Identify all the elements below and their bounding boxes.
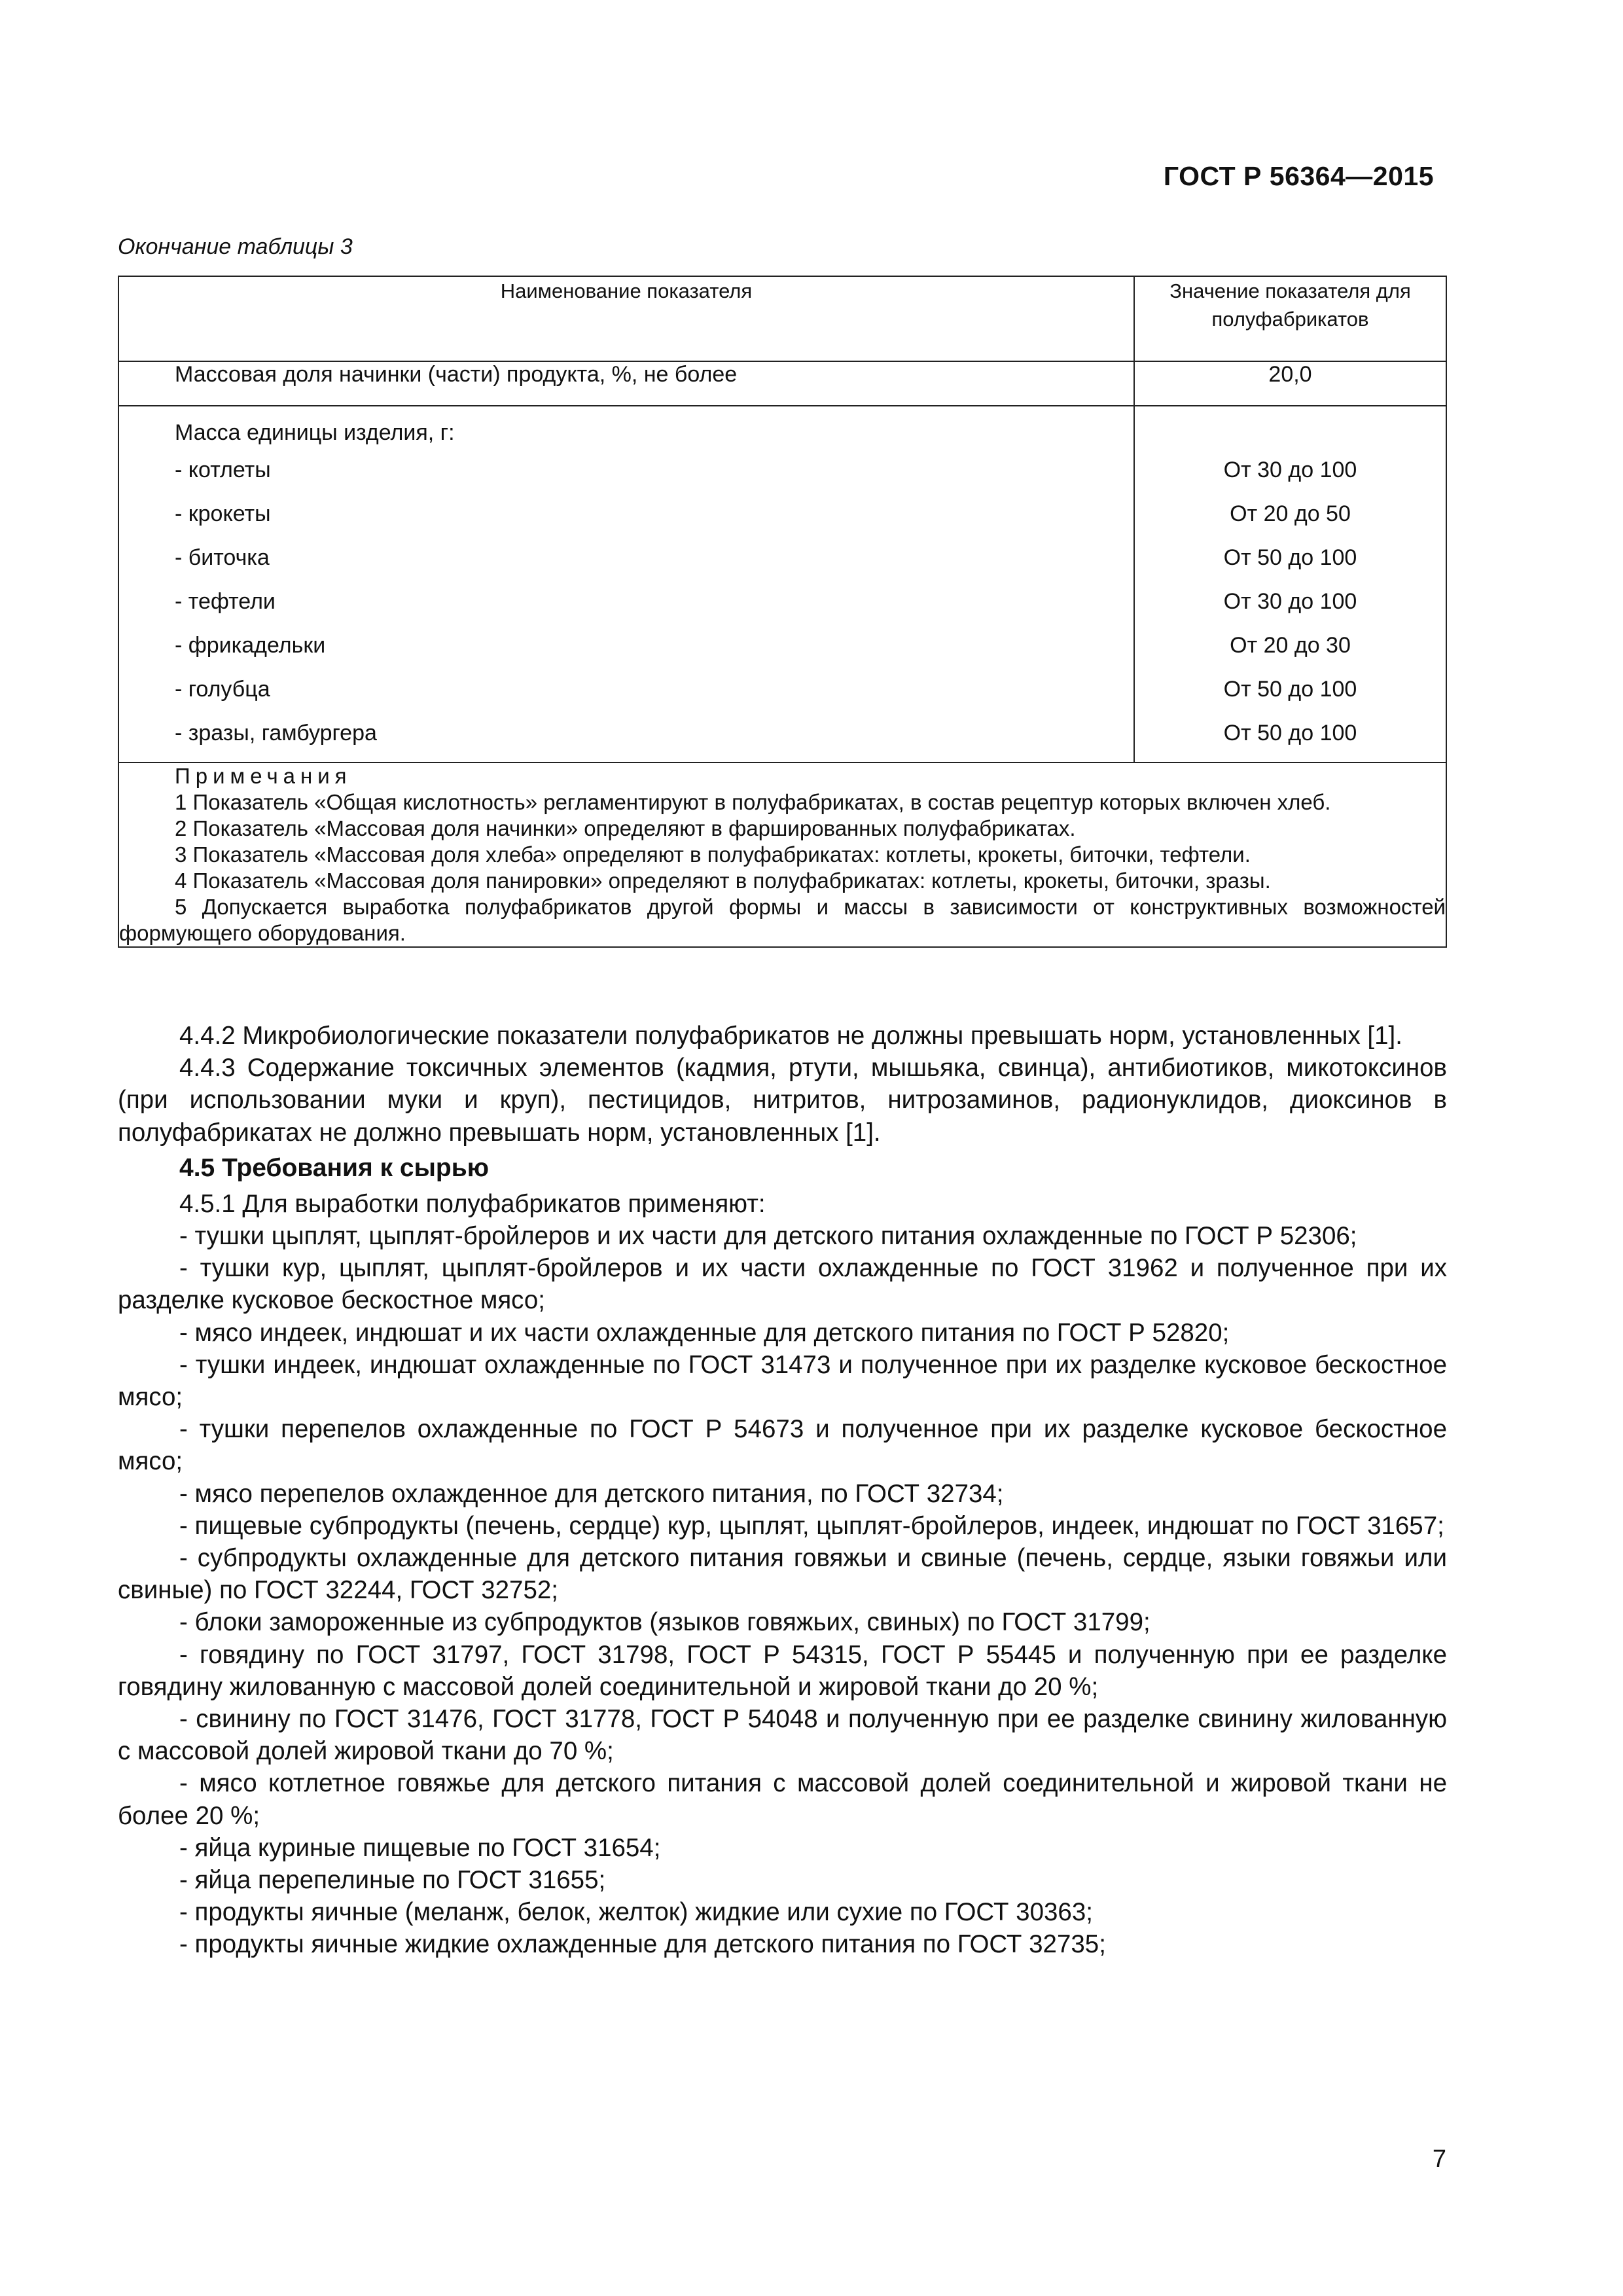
list-item: - продукты яичные (меланж, белок, желток) жидкие или сухие по ГОСТ 30363; xyxy=(179,1898,1093,1927)
mass-item-value: От 30 до 100 xyxy=(1223,589,1357,614)
section-heading-4-5: 4.5 Требования к сырью xyxy=(179,1153,490,1182)
notes-cell xyxy=(118,762,1446,947)
list-item: - говядину по ГОСТ 31797, ГОСТ 31798, ГОСТ Р 54315, ГОСТ Р 55445 и полученную при ее разделке говядину жилованную с массовой долей соединительной и жировой ткани до 20 %; xyxy=(118,1640,1447,1701)
list-item: - тушки перепелов охлажденные по ГОСТ Р 54673 и полученное при их разделке кусковое бескостное мясо; xyxy=(118,1415,1447,1476)
paragraph-4-4-2: 4.4.2 Микробиологические показатели полуфабрикатов не должны превышать норм, установленных [1]. xyxy=(179,1022,1402,1050)
mass-item-value: От 30 до 100 xyxy=(1223,457,1357,482)
list-item: - субпродукты охлажденные для детского питания говяжьи и свиные (печень, сердце, языки говяжьи или свиные) по ГОСТ 32244, ГОСТ 32752; xyxy=(118,1544,1447,1605)
list-item: - тушки индеек, индюшат охлажденные по ГОСТ 31473 и полученное при их разделке кусковое бескостное мясо; xyxy=(118,1350,1447,1412)
document-code: ГОСТ Р 56364—2015 xyxy=(1163,161,1434,191)
note-item: 1 Показатель «Общая кислотность» регламентируют в полуфабрикатах, в состав рецептур которых включен хлеб. xyxy=(175,790,1331,814)
list-item: - блоки замороженные из субпродуктов (языков говяжьих, свиных) по ГОСТ 31799; xyxy=(179,1608,1150,1637)
mass-item-value: От 50 до 100 xyxy=(1223,545,1357,570)
list-item: - яйца перепелиные по ГОСТ 31655; xyxy=(179,1866,606,1895)
mass-item-value: От 20 до 50 xyxy=(1230,501,1351,526)
list-item: - свинину по ГОСТ 31476, ГОСТ 31778, ГОСТ Р 54048 и полученную при ее разделке свинину жилованную с массовой долей жировой ткани до 70 %; xyxy=(118,1705,1447,1766)
table-header-row xyxy=(118,276,1446,361)
page-number: 7 xyxy=(1432,2145,1446,2173)
note-item: 5 Допускается выработка полуфабрикатов другой формы и массы в зависимости от конструктивных возможностей формующего оборудования. xyxy=(119,895,1446,945)
mass-title: Масса единицы изделия, г: xyxy=(175,420,455,445)
mass-item-name: - биточка xyxy=(175,545,270,570)
mass-item-name: - крокеты xyxy=(175,501,271,526)
table-caption: Окончание таблицы 3 xyxy=(118,234,353,259)
list-item: - тушки кур, цыплят, цыплят-бройлеров и их части охлажденные по ГОСТ 31962 и полученное при их разделке кусковое бескостное мясо; xyxy=(118,1254,1447,1315)
list-item: - пищевые субпродукты (печень, сердце) кур, цыплят, цыплят-бройлеров, индеек, индюшат по ГОСТ 31657; xyxy=(179,1511,1444,1540)
list-item: - яйца куриные пищевые по ГОСТ 31654; xyxy=(179,1833,661,1862)
list-item: - мясо котлетное говяжье для детского питания с массовой долей соединительной и жировой ткани не более 20 %; xyxy=(118,1769,1447,1830)
mass-item-name: - тефтели xyxy=(175,589,276,614)
mass-item-name: - фрикадельки xyxy=(175,633,326,658)
notes-title: Примечания xyxy=(175,764,352,788)
table-row xyxy=(118,361,1446,406)
paragraph-4-4-3: 4.4.3 Содержание токсичных элементов (кадмия, ртути, мышьяка, свинца), антибиотиков, микотоксинов (при использовании муки и круп), пестицидов, нитритов, нитрозаминов, радионуклидов, диоксинов в полуфабрикатах не должно превышать норм, установленных [1]. xyxy=(118,1054,1447,1147)
mass-item-value: От 50 до 100 xyxy=(1223,677,1357,702)
list-item: - тушки цыплят, цыплят-бройлеров и их части для детского питания охлажденные по ГОСТ Р 52306; xyxy=(179,1222,1357,1251)
mass-item-name: - зразы, гамбургера xyxy=(175,721,377,745)
mass-item-value: От 50 до 100 xyxy=(1223,721,1357,745)
mass-item-name: - котлеты xyxy=(175,457,271,482)
note-item: 2 Показатель «Массовая доля начинки» определяют в фаршированных полуфабрикатах. xyxy=(175,816,1076,840)
mass-item-name: - голубца xyxy=(175,677,270,702)
note-item: 4 Показатель «Массовая доля панировки» определяют в полуфабрикатах: котлеты, крокеты, биточки, зразы. xyxy=(175,869,1271,893)
column-header-value: Значение показателя для полуфабрикатов xyxy=(1134,276,1446,361)
indicators-table xyxy=(118,276,1447,948)
list-item: - мясо перепелов охлажденное для детского питания, по ГОСТ 32734; xyxy=(179,1479,1004,1508)
mass-names-cell xyxy=(118,406,1134,762)
body-text xyxy=(118,1020,1447,1961)
column-header-name: Наименование показателя xyxy=(118,276,1134,361)
list-item: - продукты яичные жидкие охлажденные для детского питания по ГОСТ 32735; xyxy=(179,1930,1106,1959)
table-row-mass xyxy=(118,406,1446,762)
table-notes-row xyxy=(118,762,1446,947)
paragraph-4-5-1: 4.5.1 Для выработки полуфабрикатов применяют: xyxy=(179,1189,766,1218)
row-name: Массовая доля начинки (части) продукта, %, не более xyxy=(118,361,1134,406)
note-item: 3 Показатель «Массовая доля хлеба» определяют в полуфабрикатах: котлеты, крокеты, биточки, тефтели. xyxy=(175,842,1251,867)
row-value: 20,0 xyxy=(1134,361,1446,406)
mass-values-cell xyxy=(1134,406,1446,762)
mass-item-value: От 20 до 30 xyxy=(1230,633,1351,658)
list-item: - мясо индеек, индюшат и их части охлажденные для детского питания по ГОСТ Р 52820; xyxy=(179,1318,1230,1347)
